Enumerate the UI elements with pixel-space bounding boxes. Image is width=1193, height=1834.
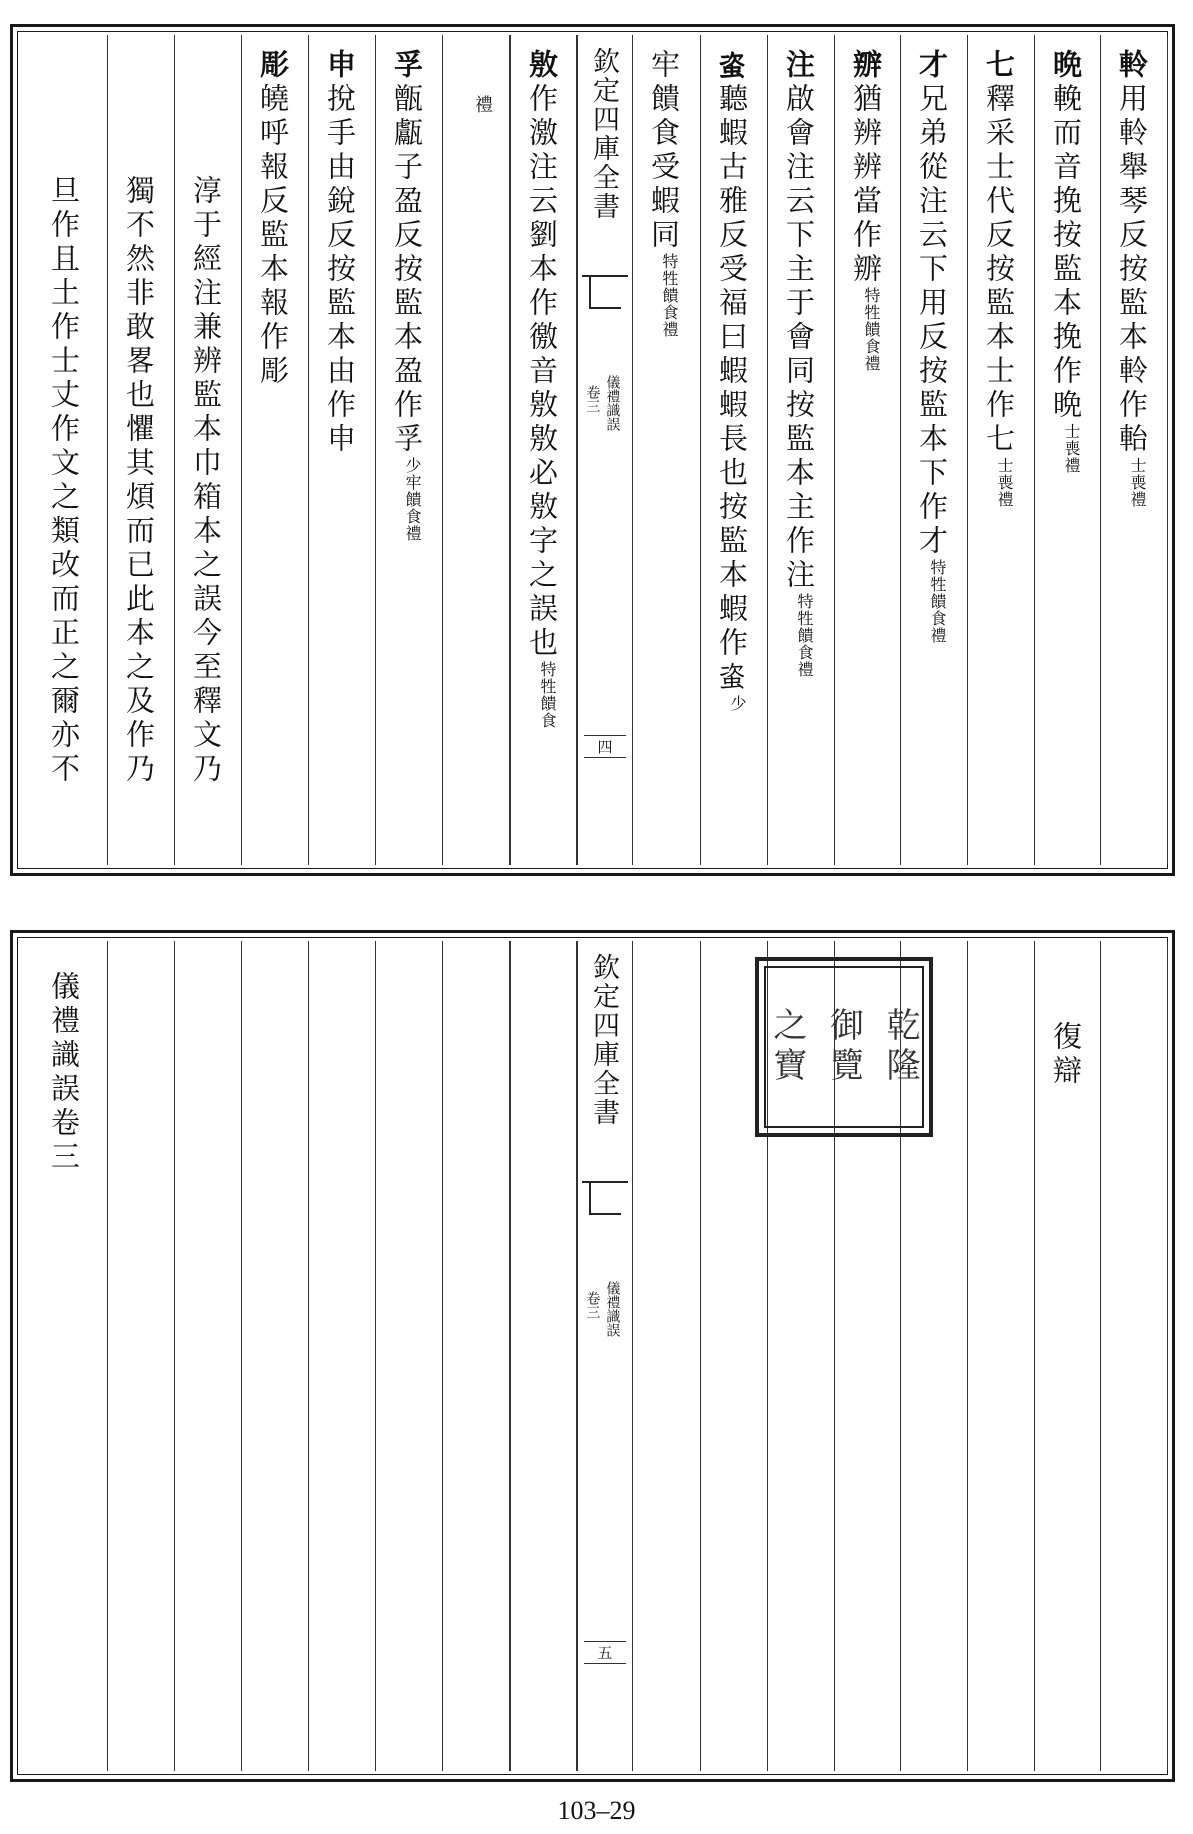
- center-page-number: 五: [584, 1641, 626, 1664]
- column-text: 皢呼報反監本報作彫: [256, 83, 290, 389]
- center-fold: [577, 941, 633, 1771]
- seal-character: 御覽: [823, 1007, 864, 1087]
- text-column: [443, 941, 510, 1771]
- text-column: [309, 941, 376, 1771]
- center-title: 欽定四庫全書: [588, 953, 619, 1127]
- text-column: [1035, 35, 1101, 865]
- column-text: 淳于經注兼辨監本巾箱本之誤今至釋文乃: [189, 175, 223, 787]
- column-head: 晩: [1049, 49, 1083, 83]
- center-fold: [577, 35, 633, 865]
- text-column: [901, 35, 968, 865]
- fish-tail-mark: [582, 1181, 628, 1225]
- column-note: 士喪禮: [1062, 423, 1081, 474]
- center-title: 欽定四庫全書: [588, 47, 619, 221]
- column-text: 甑甗子盈反按監本盈作孚: [390, 83, 424, 457]
- column-head: 注: [782, 49, 816, 83]
- text-column: [242, 941, 309, 1771]
- column-text: 啟會注云下主于會同按監本主作注: [782, 83, 816, 593]
- fish-tail-mark: [582, 275, 628, 319]
- center-subtitle: 儀禮識誤: [604, 1281, 621, 1337]
- seal-character: 之寶: [766, 1007, 807, 1087]
- text-column: [968, 941, 1035, 1771]
- top-page: [10, 24, 1175, 876]
- column-note: 士喪禮: [1128, 457, 1147, 508]
- column-head: 軨: [1115, 49, 1149, 83]
- text-column: [633, 941, 701, 1771]
- text-column: [701, 35, 768, 865]
- text-column: [242, 35, 309, 865]
- column-text: 挩手由銳反按監本由作申: [323, 83, 357, 457]
- text-column: [1101, 941, 1168, 1771]
- column-head: 孚: [390, 49, 424, 83]
- text-column: [835, 35, 901, 865]
- text-column: [21, 941, 108, 1771]
- text-column: [1101, 35, 1168, 865]
- center-volume: 卷三: [584, 385, 601, 413]
- text-column: [443, 35, 510, 865]
- column-text: 用軨舉琴反按監本軨作軩: [1115, 83, 1149, 457]
- column-head: 敫: [525, 49, 559, 83]
- column-head: 申: [323, 49, 357, 83]
- column-head: 才: [915, 49, 949, 83]
- column-text: 作激注云劉本作徼音敫敫必敫字之誤也: [525, 83, 559, 661]
- text-column: [108, 941, 175, 1771]
- column-text: 兄弟從注云下用反按監本下作才: [915, 83, 949, 559]
- volume-end-title: 儀禮識誤卷三: [47, 971, 81, 1175]
- column-note: 少: [728, 695, 747, 712]
- text-column: [768, 35, 835, 865]
- section-label: 復辯: [1049, 1021, 1083, 1089]
- column-text: 獨不然非敢畧也懼其煩而已此本之及作乃: [122, 175, 156, 787]
- text-column: [968, 35, 1035, 865]
- column-head: 𧊒: [715, 49, 749, 83]
- column-text: 猶辨辨當作辧: [849, 83, 883, 287]
- column-text: 旦作且土作士丈作文之類改而正之爾亦不: [47, 175, 81, 787]
- column-text: 聽蝦古雅反受福曰蝦蝦長也按監本蝦作𧊒: [715, 83, 749, 695]
- column-note: 特牲饋食: [538, 661, 557, 729]
- column-note: 特牲饋食禮: [928, 559, 947, 644]
- center-volume: 卷三: [584, 1291, 601, 1319]
- bottom-page: [10, 930, 1175, 1782]
- text-column: [21, 35, 108, 865]
- column-text: 牢饋食受蝦同: [647, 49, 681, 253]
- text-column: [1035, 941, 1101, 1771]
- column-text: 釋采士代反按監本士作七: [982, 83, 1016, 457]
- column-note: 特牲饋食禮: [795, 593, 814, 678]
- column-head: 七: [982, 49, 1016, 83]
- text-column: [376, 941, 443, 1771]
- column-text: 禮: [472, 95, 493, 118]
- text-column: [510, 941, 577, 1771]
- text-column: [175, 941, 242, 1771]
- text-column: [510, 35, 577, 865]
- column-note: 特牲饋食禮: [660, 253, 679, 338]
- text-column: [108, 35, 175, 865]
- center-page-number: 四: [584, 735, 626, 758]
- column-text: 輓而音挽按監本挽作晩: [1049, 83, 1083, 423]
- center-subtitle: 儀禮識誤: [604, 375, 621, 431]
- page-number: 103–29: [557, 1796, 636, 1825]
- imperial-seal: [755, 957, 933, 1137]
- column-head: 彫: [256, 49, 290, 83]
- text-column: [376, 35, 443, 865]
- column-note: 特牲饋食禮: [862, 287, 881, 372]
- column-head: 辧: [849, 49, 883, 83]
- column-note: 少牢饋食禮: [403, 457, 422, 542]
- seal-character: 乾隆: [880, 1007, 921, 1087]
- text-column: [309, 35, 376, 865]
- text-column: [633, 35, 701, 865]
- text-column: [175, 35, 242, 865]
- column-note: 士喪禮: [995, 457, 1014, 508]
